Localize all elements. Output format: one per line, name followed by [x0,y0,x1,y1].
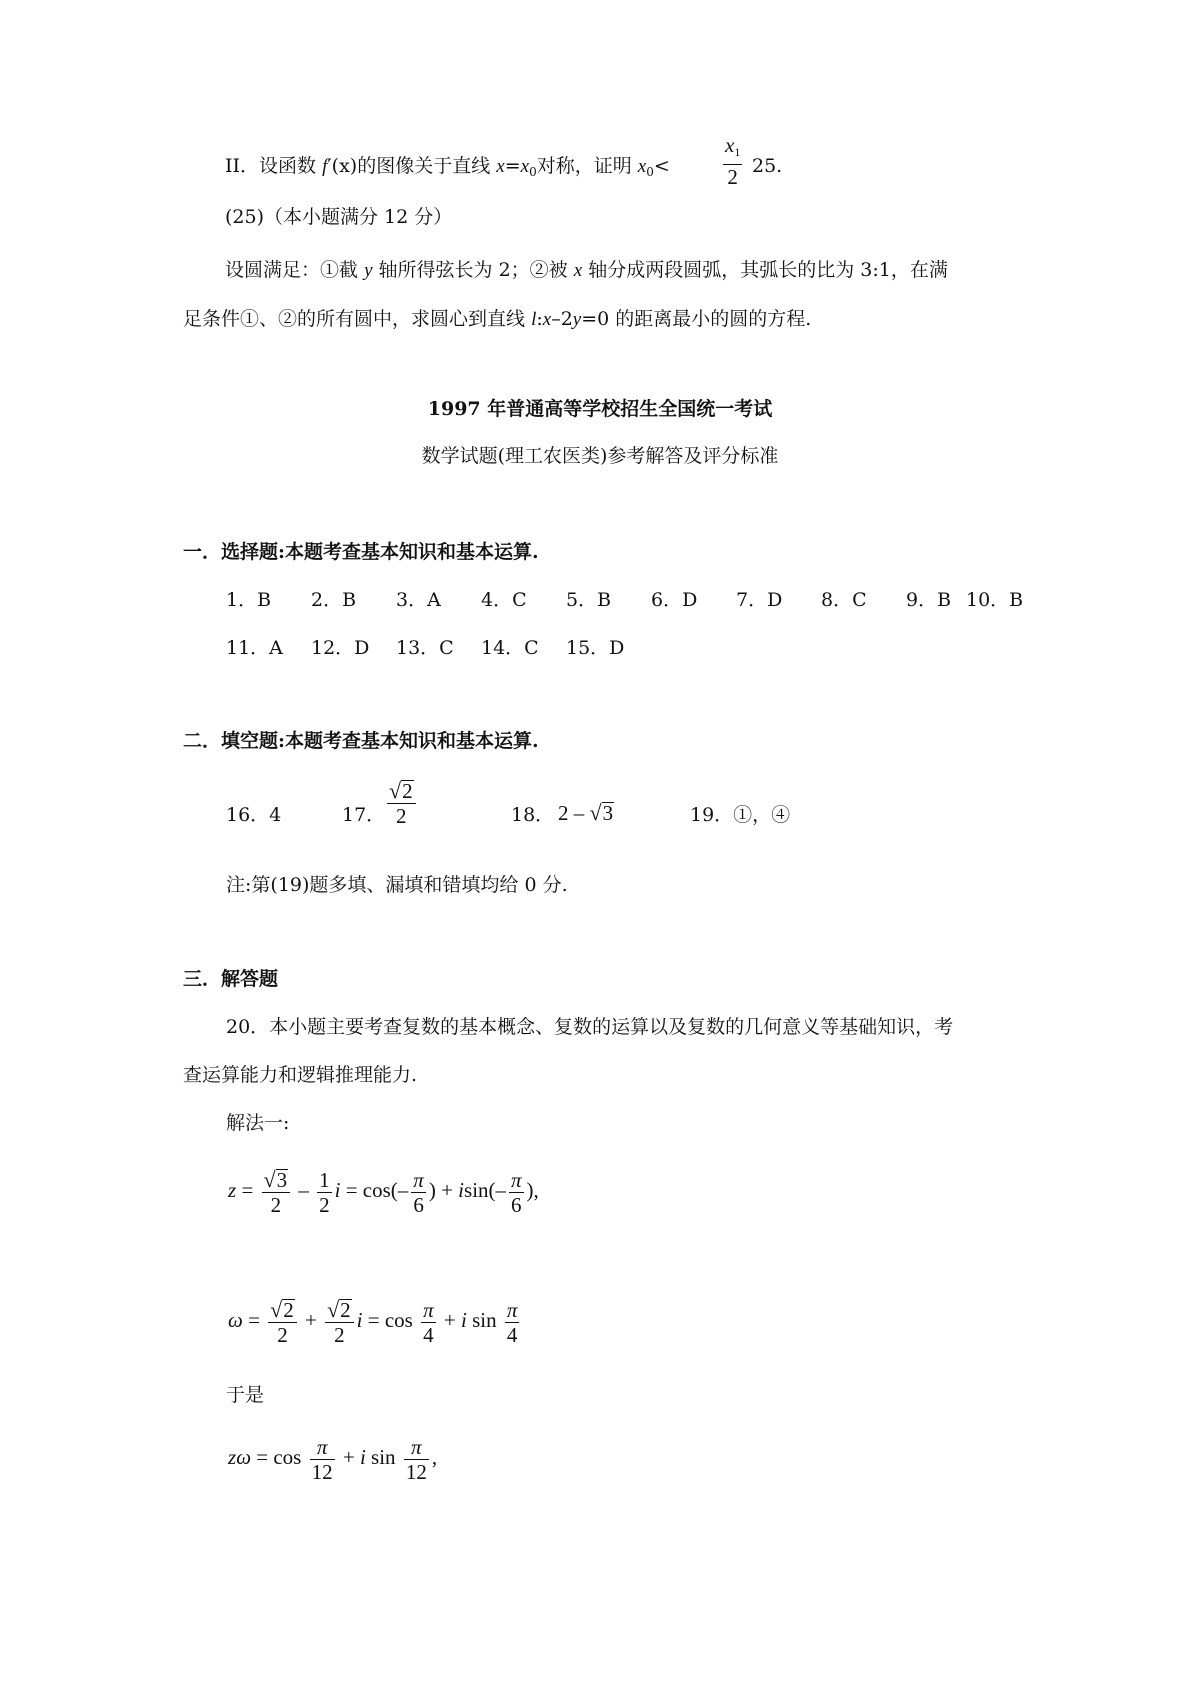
method1-label: 解法一: [226,1112,290,1134]
eq2-eq2: = [367,1308,380,1332]
p20-line2: 查运算能力和逻辑推理能力. [183,1064,418,1086]
sqrt-icon: √ [270,1296,283,1322]
eq3-z: z [228,1445,237,1469]
eq1-d6a: 6 [413,1192,424,1217]
a17-frac [387,779,416,828]
mc-answer: 7．D [736,589,783,611]
eq1-eq2: = [345,1178,358,1202]
mc-answer: 6．D [651,589,698,611]
sqrt-icon: √ [389,778,402,803]
q24-tail: 25. [752,155,783,177]
eq3-sin: sin [371,1445,396,1469]
eq2-frac-pi4b [505,1298,520,1347]
q24-frac-den: 2 [727,165,738,189]
eq2-d2b: 2 [334,1322,345,1347]
section3-heading: 三．解答题 [183,968,279,990]
sqrt-icon: √ [589,800,602,825]
eq1-d2b: 2 [319,1192,330,1217]
mc-answer: 5．B [566,589,612,611]
eq1-cos: cos(– [362,1178,409,1202]
answer-17-frac [384,779,419,828]
eq1-plus: + [441,1178,453,1202]
mc-answer: 3．A [396,589,441,611]
eq2-s2b: 2 [340,1297,351,1322]
eq1-close2: ), [526,1178,539,1202]
eq3-pi2: π [404,1435,429,1460]
eq3-d12b: 12 [405,1459,427,1484]
a17-radicand: 2 [402,779,413,803]
q25-minus2: –2 [551,308,573,330]
a18-radicand: 3 [602,801,614,825]
q24-ineq-x0-sub: 0 [646,165,654,179]
eq2-d4b: 4 [506,1322,518,1347]
answer-16: 16．4 [226,804,282,826]
q24-eq-x0-sub: 0 [529,165,537,179]
q24-fraction [720,133,745,189]
q24-frac [723,133,742,189]
eq1-s3: 3 [276,1167,288,1192]
a17-num [387,779,416,804]
q24-text-c: 对称，证明 [536,155,632,177]
mc-answer: 2．B [311,589,357,611]
eq3-frac-pi12a [310,1435,335,1484]
eq2-i2: i [460,1308,467,1332]
q25-line2-a: 足条件①、②的所有圆中，求圆心到直线 [183,308,526,330]
eq1-pi1: π [413,1167,424,1192]
q24-ineq-lt: < [653,155,670,177]
answer-subtitle: 数学试题(理工农医类)参考解答及评分标准 [421,445,779,467]
answer-title: 1997 年普通高等学校招生全国统一考试 [427,398,773,420]
q24-frac-num [723,133,742,165]
eq1-d6b: 6 [511,1192,522,1217]
q24-f: f [322,156,328,177]
p20-line1: 20．本小题主要考查复数的基本概念、复数的运算以及复数的几何意义等基础知识，考 [226,1016,954,1038]
eq2-s2a: 2 [283,1297,294,1322]
sqrt-icon: √ [263,1166,276,1192]
eq1-close1: ) [428,1178,436,1202]
q24-eq-x: x [496,156,505,177]
eq2-frac-pi4a [421,1298,436,1347]
eq2-omega: ω [228,1308,243,1332]
a17-den: 2 [396,804,407,828]
section1-heading: 一．选择题:本题考查基本知识和基本运算. [183,541,539,563]
eq2-plus: + [305,1308,317,1332]
eq3-i: i [359,1445,366,1469]
sqrt-icon: √ [327,1296,340,1322]
q24-part2-line [225,153,670,185]
eq3-d12a: 12 [311,1459,333,1484]
q25-l: l [531,309,537,330]
eq2-i: i [356,1308,363,1332]
q25-line1-a: 设圆满足：①截 [225,259,359,281]
q24-eq-sign: = [504,155,521,177]
mc-answer: 13．C [396,637,454,659]
eq3-frac-pi12b [404,1435,429,1484]
q24-frac-num-x: x [725,133,735,157]
eq1-pi2: π [511,1167,522,1192]
eq1-frac-sqrt3 [262,1168,291,1217]
mc-answer: 12．D [311,637,370,659]
eq3-omega: ω [236,1445,252,1469]
yushi-label: 于是 [226,1384,265,1406]
eq2-plus2: + [443,1308,456,1332]
eq2-d4a: 4 [423,1322,434,1347]
mc-answer: 4．C [481,589,527,611]
eq2-d2a: 2 [277,1322,288,1347]
answer-18-label: 18． [511,804,555,826]
mc-answer: 9．B [906,589,952,611]
eq1-frac-pi6b [509,1168,524,1217]
a18-two: 2 – [558,801,585,825]
q24-prime: ′ [327,155,332,177]
mc-answer: 8．C [821,589,867,611]
eq1-minus: – [298,1178,309,1202]
mc-answer: 14．C [481,637,539,659]
q24-eq-x0: x [520,156,530,177]
eq1-sin: sin(– [464,1178,507,1202]
section2-heading: 二．填空题:本题考查基本知识和基本运算. [183,730,539,752]
section2-note: 注:第(19)题多填、漏填和错填均给 0 分. [226,874,568,896]
mc-answer: 1．B [226,589,272,611]
equation-omega [228,1290,522,1350]
eq1-i2: i [458,1178,465,1202]
answer-17-label: 17． [342,804,386,826]
eq2-pi2: π [506,1297,518,1322]
q25-line2-b: =0 的距离最小的圆的方程. [581,308,812,330]
equation-z [228,1160,539,1220]
eq2-cos: cos [384,1308,413,1332]
mc-answer: 11．A [226,637,283,659]
mc-answer: 15．D [566,637,625,659]
eq1-i: i [334,1178,341,1202]
eq1-n1: 1 [319,1167,330,1192]
eq1-frac-half [317,1168,332,1217]
q24-fx-arg: (x) [331,155,358,177]
q25-line1 [225,257,948,284]
mc-answer: 10．B [966,589,1024,611]
eq3-pi1: π [310,1435,335,1460]
q25-x: x [573,260,583,281]
eq2-frac-sqrt2a [268,1298,297,1347]
q24-text-b: 的图像关于直线 [357,155,491,177]
eq2-frac-sqrt2b [325,1298,354,1347]
q25-header: (25)（本小题满分 12 分） [225,206,453,228]
q25-colon: : [536,308,543,330]
eq3-eq: = [256,1445,269,1469]
eq3-cos: cos [273,1445,302,1469]
eq3-tail: , [431,1445,438,1469]
eq2-sin: sin [472,1308,497,1332]
eq1-d2a: 2 [270,1192,282,1217]
eq1-z: z [228,1178,237,1202]
answer-18-expr [558,800,614,826]
eq1-frac-pi6a [411,1168,426,1217]
answer-19: 19．①，④ [690,804,791,826]
q25-line1-b: 轴所得弦长为 2；②被 [378,259,568,281]
eq2-pi1: π [423,1297,434,1322]
q24-ineq-x0: x [637,156,647,177]
q25-line1-c: 轴分成两段圆弧，其弧长的比为 3:1，在满 [588,259,948,281]
eq3-plus: + [342,1445,355,1469]
q25-y: y [364,260,373,281]
q25-line2 [183,306,811,333]
q24-frac-num-sub: 1 [734,145,741,159]
q25-line2-x: x [542,309,552,330]
equation-zomega [228,1427,437,1487]
eq1-eq: = [241,1178,254,1202]
q24-text-a: II．设函数 [225,155,317,177]
q25-line2-y: y [572,309,582,330]
eq2-eq: = [248,1308,260,1332]
